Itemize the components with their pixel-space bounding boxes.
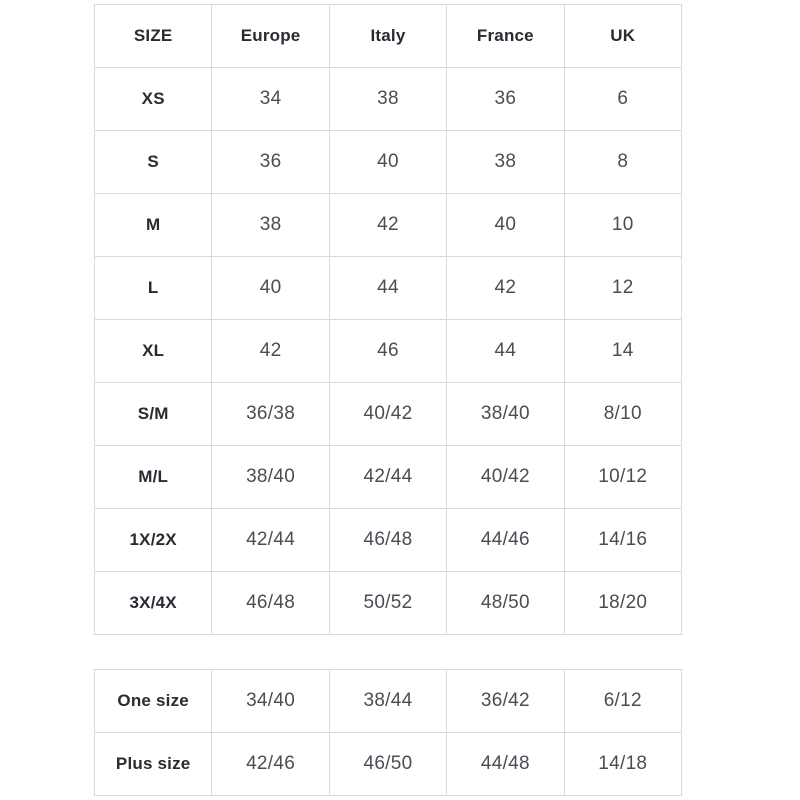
size-row-s: [95, 131, 682, 194]
value-cell-france: 44: [447, 320, 564, 383]
value-cell-france: 36/42: [447, 670, 564, 733]
value-cell-france: 40/42: [447, 446, 564, 509]
value-cell-italy: 38: [329, 68, 446, 131]
size-label-cell: 3X/4X: [95, 572, 212, 635]
size-label-cell: M/L: [95, 446, 212, 509]
header-cell-france: France: [447, 5, 564, 68]
value-cell-italy: 42: [329, 194, 446, 257]
size-label-cell: XL: [95, 320, 212, 383]
value-cell-uk: 12: [564, 257, 681, 320]
size-row-3x4x: [95, 572, 682, 635]
value-cell-uk: 10: [564, 194, 681, 257]
size-row-xs: [95, 68, 682, 131]
size-label-cell: M: [95, 194, 212, 257]
size-label-cell: XS: [95, 68, 212, 131]
header-cell-size: SIZE: [95, 5, 212, 68]
size-row-m: [95, 194, 682, 257]
value-cell-uk: 6/12: [564, 670, 681, 733]
value-cell-europe: 40: [212, 257, 329, 320]
value-cell-france: 48/50: [447, 572, 564, 635]
size-label-cell: S: [95, 131, 212, 194]
size-label-cell: Plus size: [95, 733, 212, 796]
value-cell-france: 38: [447, 131, 564, 194]
row-one-size: [95, 670, 682, 733]
value-cell-europe: 38/40: [212, 446, 329, 509]
value-cell-france: 40: [447, 194, 564, 257]
value-cell-italy: 42/44: [329, 446, 446, 509]
size-label-cell: 1X/2X: [95, 509, 212, 572]
value-cell-france: 44/48: [447, 733, 564, 796]
value-cell-uk: 18/20: [564, 572, 681, 635]
value-cell-france: 44/46: [447, 509, 564, 572]
value-cell-uk: 8: [564, 131, 681, 194]
value-cell-france: 36: [447, 68, 564, 131]
header-cell-uk: UK: [564, 5, 681, 68]
value-cell-europe: 34: [212, 68, 329, 131]
value-cell-italy: 38/44: [329, 670, 446, 733]
value-cell-europe: 34/40: [212, 670, 329, 733]
special-sizes-table: [94, 669, 682, 796]
size-conversion-table: [94, 4, 682, 635]
value-cell-uk: 6: [564, 68, 681, 131]
size-row-ml: [95, 446, 682, 509]
size-label-cell: One size: [95, 670, 212, 733]
value-cell-europe: 38: [212, 194, 329, 257]
value-cell-europe: 42/44: [212, 509, 329, 572]
size-label-cell: S/M: [95, 383, 212, 446]
value-cell-italy: 40: [329, 131, 446, 194]
value-cell-italy: 50/52: [329, 572, 446, 635]
size-chart: [94, 4, 682, 796]
header-cell-italy: Italy: [329, 5, 446, 68]
header-cell-europe: Europe: [212, 5, 329, 68]
value-cell-europe: 42: [212, 320, 329, 383]
value-cell-france: 42: [447, 257, 564, 320]
size-row-l: [95, 257, 682, 320]
value-cell-europe: 36: [212, 131, 329, 194]
size-row-xl: [95, 320, 682, 383]
value-cell-italy: 44: [329, 257, 446, 320]
value-cell-uk: 14/16: [564, 509, 681, 572]
value-cell-italy: 46/48: [329, 509, 446, 572]
value-cell-uk: 10/12: [564, 446, 681, 509]
size-label-cell: L: [95, 257, 212, 320]
value-cell-italy: 40/42: [329, 383, 446, 446]
value-cell-france: 38/40: [447, 383, 564, 446]
row-plus-size: [95, 733, 682, 796]
header-row: [95, 5, 682, 68]
size-row-1x2x: [95, 509, 682, 572]
value-cell-uk: 14/18: [564, 733, 681, 796]
size-row-sm: [95, 383, 682, 446]
value-cell-europe: 46/48: [212, 572, 329, 635]
value-cell-uk: 8/10: [564, 383, 681, 446]
value-cell-italy: 46: [329, 320, 446, 383]
value-cell-europe: 42/46: [212, 733, 329, 796]
value-cell-italy: 46/50: [329, 733, 446, 796]
value-cell-europe: 36/38: [212, 383, 329, 446]
value-cell-uk: 14: [564, 320, 681, 383]
